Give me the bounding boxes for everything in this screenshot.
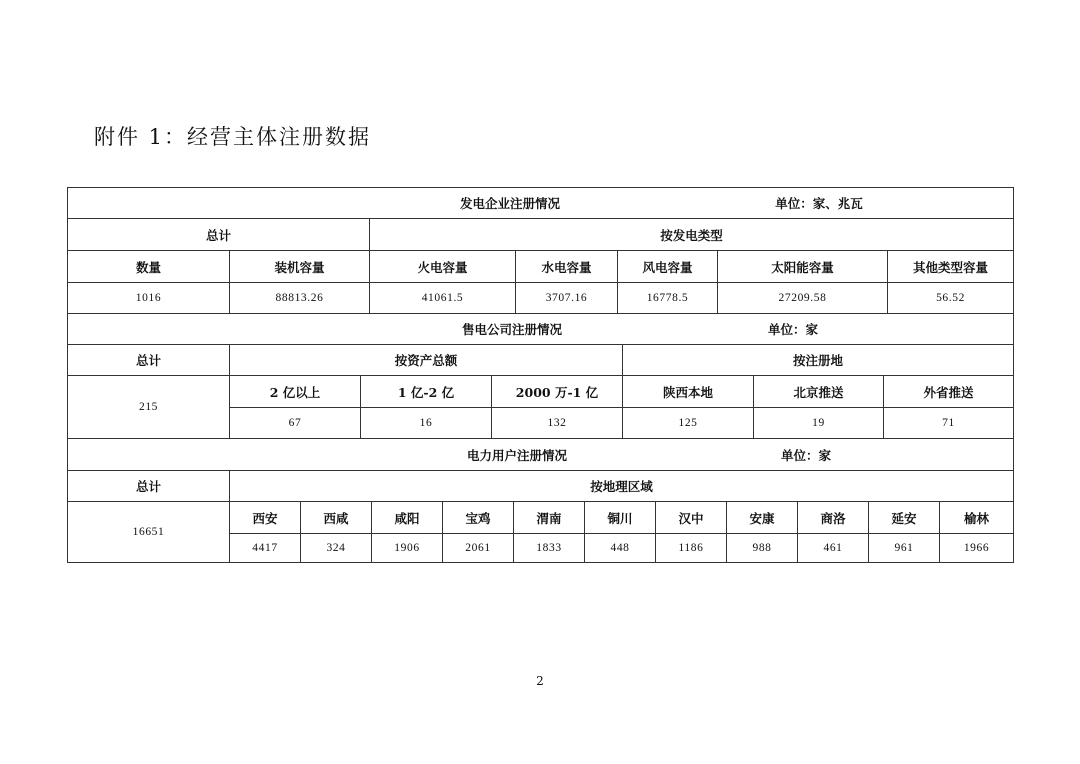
retail-registration-table bbox=[67, 313, 1014, 439]
users-header-weinan: 渭南 bbox=[514, 502, 585, 534]
retail-total-header: 总计 bbox=[68, 345, 230, 376]
page-number: 2 bbox=[536, 674, 544, 688]
users-value-ankang: 988 bbox=[727, 534, 798, 563]
generation-type-group-header: 按发电类型 bbox=[370, 219, 1014, 251]
generation-value-wind: 16778.5 bbox=[618, 283, 718, 314]
retail-asset-group-header: 按资产总额 bbox=[230, 345, 623, 376]
generation-value-hydro: 3707.16 bbox=[516, 283, 618, 314]
document-title: 附件 1：经营主体注册数据 bbox=[94, 125, 372, 149]
users-title-cell bbox=[68, 439, 1014, 471]
retail-total-value: 215 bbox=[68, 376, 230, 439]
users-header-xian: 西安 bbox=[230, 502, 301, 534]
users-geo-group-header: 按地理区域 bbox=[230, 471, 1014, 502]
users-value-xian: 4417 bbox=[230, 534, 301, 563]
users-header-shangluo: 商洛 bbox=[798, 502, 869, 534]
retail-section-title: 售电公司注册情况 bbox=[461, 322, 563, 337]
users-value-shangluo: 461 bbox=[798, 534, 869, 563]
users-total-value: 16651 bbox=[68, 502, 230, 563]
users-header-yulin: 榆林 bbox=[940, 502, 1014, 534]
retail-header-over-200m: 2 亿以上 bbox=[230, 376, 361, 408]
generation-section-title: 发电企业注册情况 bbox=[459, 196, 561, 211]
generation-value-count: 1016 bbox=[68, 283, 230, 314]
retail-header-100m-200m: 1 亿-2 亿 bbox=[361, 376, 492, 408]
generation-header-count: 数量 bbox=[68, 251, 230, 283]
users-value-baoji: 2061 bbox=[443, 534, 514, 563]
generation-value-thermal: 41061.5 bbox=[370, 283, 516, 314]
users-value-tongchuan: 448 bbox=[585, 534, 656, 563]
generation-unit-label: 单位：家、兆瓦 bbox=[775, 196, 863, 211]
users-value-yulin: 1966 bbox=[940, 534, 1014, 563]
users-header-xianyang: 咸阳 bbox=[372, 502, 443, 534]
users-unit-label: 单位：家 bbox=[780, 447, 832, 463]
retail-title-cell bbox=[68, 314, 1014, 345]
users-value-weinan: 1833 bbox=[514, 534, 585, 563]
users-header-xixian: 西咸 bbox=[301, 502, 372, 534]
users-value-yanan: 961 bbox=[869, 534, 940, 563]
generation-header-other: 其他类型容量 bbox=[888, 251, 1014, 283]
generation-header-solar: 太阳能容量 bbox=[718, 251, 888, 283]
generation-value-installed: 88813.26 bbox=[230, 283, 370, 314]
users-header-tongchuan: 铜川 bbox=[585, 502, 656, 534]
retail-header-20m-100m: 2000 万-1 亿 bbox=[492, 376, 623, 408]
generation-registration-table bbox=[67, 187, 1014, 314]
retail-value-other-province: 71 bbox=[884, 408, 1014, 439]
users-header-baoji: 宝鸡 bbox=[443, 502, 514, 534]
users-header-ankang: 安康 bbox=[727, 502, 798, 534]
retail-unit-label: 单位：家 bbox=[767, 322, 819, 337]
generation-value-solar: 27209.58 bbox=[718, 283, 888, 314]
retail-header-beijing: 北京推送 bbox=[754, 376, 884, 408]
users-header-hanzhong: 汉中 bbox=[656, 502, 727, 534]
retail-value-over-200m: 67 bbox=[230, 408, 361, 439]
retail-header-shaanxi: 陕西本地 bbox=[623, 376, 754, 408]
users-total-header: 总计 bbox=[68, 471, 230, 502]
users-section-title: 电力用户注册情况 bbox=[466, 447, 568, 463]
generation-title-cell bbox=[68, 188, 1014, 219]
retail-value-20m-100m: 132 bbox=[492, 408, 623, 439]
users-value-xianyang: 1906 bbox=[372, 534, 443, 563]
retail-value-100m-200m: 16 bbox=[361, 408, 492, 439]
retail-header-other-province: 外省推送 bbox=[884, 376, 1014, 408]
retail-region-group-header: 按注册地 bbox=[623, 345, 1014, 376]
users-registration-table bbox=[67, 438, 1014, 563]
users-header-yanan: 延安 bbox=[869, 502, 940, 534]
generation-total-header: 总计 bbox=[68, 219, 370, 251]
generation-header-wind: 风电容量 bbox=[618, 251, 718, 283]
users-value-hanzhong: 1186 bbox=[656, 534, 727, 563]
generation-value-other: 56.52 bbox=[888, 283, 1014, 314]
users-value-xixian: 324 bbox=[301, 534, 372, 563]
generation-header-thermal: 火电容量 bbox=[370, 251, 516, 283]
generation-header-hydro: 水电容量 bbox=[516, 251, 618, 283]
retail-value-beijing: 19 bbox=[754, 408, 884, 439]
retail-value-shaanxi: 125 bbox=[623, 408, 754, 439]
generation-header-installed: 装机容量 bbox=[230, 251, 370, 283]
